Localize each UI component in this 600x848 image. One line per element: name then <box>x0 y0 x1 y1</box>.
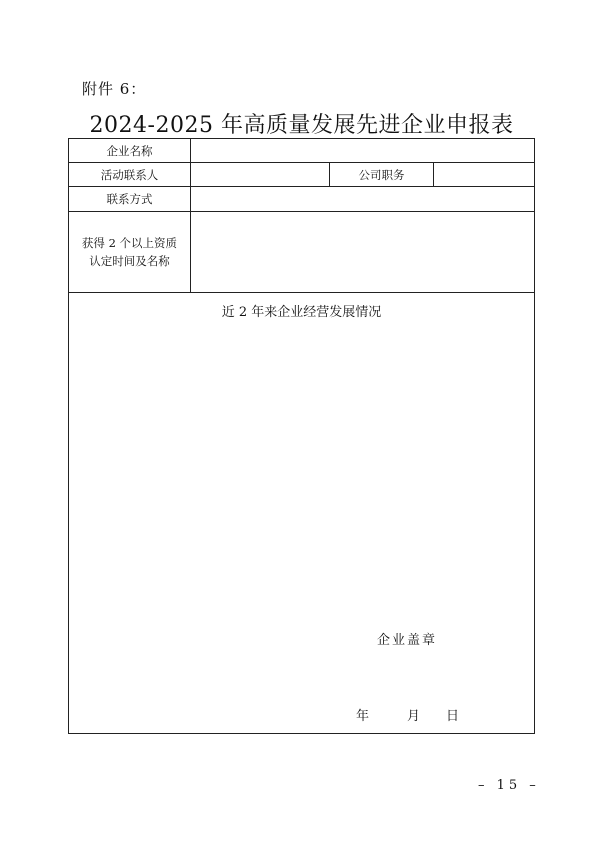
contact-method-label: 联系方式 <box>69 187 191 211</box>
contact-person-label: 活动联系人 <box>69 163 191 186</box>
qualification-label-line2: 认定时间及名称 <box>89 254 170 268</box>
contact-method-field[interactable] <box>191 187 534 211</box>
qualification-label <box>69 212 191 292</box>
row-company-name <box>69 139 534 163</box>
date-day-label: 日 <box>446 709 460 724</box>
company-seal-label: 企业盖章 <box>377 633 438 648</box>
company-name-field[interactable] <box>191 139 534 162</box>
row-contact-person <box>69 163 534 187</box>
date-month-label: 月 <box>407 709 421 724</box>
application-form-table <box>68 138 535 734</box>
narrative-header: 近 2 年来企业经营发展情况 <box>221 305 382 320</box>
qualification-label-line1: 获得 2 个以上资质 <box>81 236 178 250</box>
contact-person-field[interactable] <box>191 163 330 186</box>
date-year-label: 年 <box>356 709 370 724</box>
company-name-label: 企业名称 <box>69 139 191 162</box>
qualification-field[interactable] <box>191 212 534 292</box>
page-number: – 15 – <box>478 778 540 793</box>
attachment-label: 附件 6： <box>82 80 147 98</box>
form-title: 2024-2025 年高质量发展先进企业申报表 <box>89 113 514 138</box>
row-qualifications <box>69 212 534 293</box>
row-contact-method <box>69 187 534 212</box>
position-field[interactable] <box>434 163 534 186</box>
position-label: 公司职务 <box>330 163 434 186</box>
